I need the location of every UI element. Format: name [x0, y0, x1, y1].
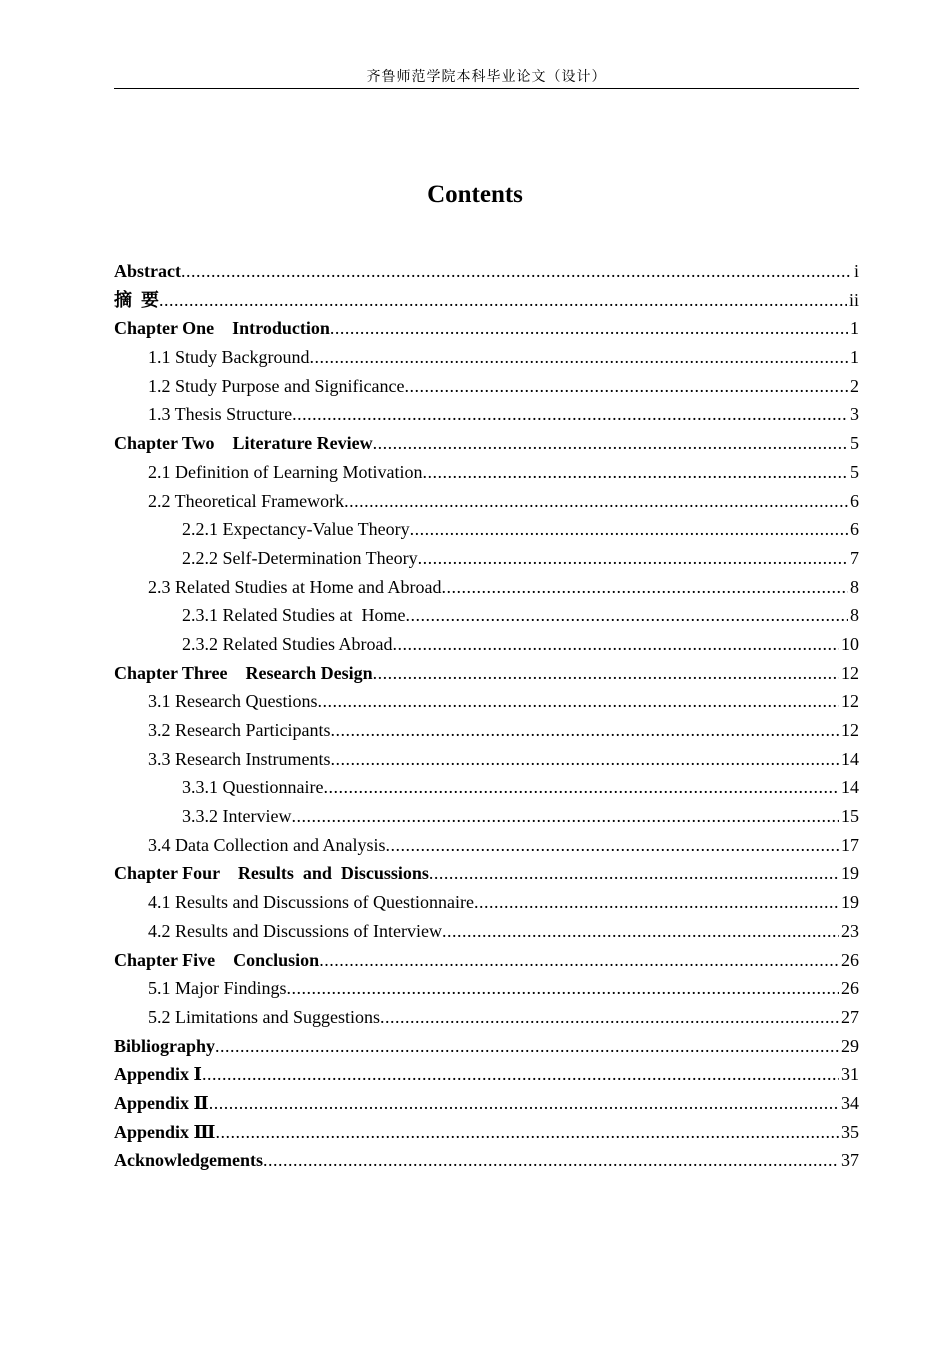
toc-entry-label: Bibliography: [114, 1035, 216, 1056]
toc-entry-page-number: 12: [841, 720, 859, 740]
toc-entry-label: 2.3.2 Related Studies Abroad: [182, 633, 393, 654]
toc-entry-page-number: 35: [841, 1121, 859, 1142]
toc-entry[interactable]: [114, 716, 859, 745]
toc-entry[interactable]: [114, 515, 859, 544]
toc-entry-label: 3.1 Research Questions: [148, 691, 318, 712]
toc-entry[interactable]: [114, 917, 859, 946]
toc-entry-label: 摘 要: [114, 289, 159, 310]
toc-entry-label: 2.3.1 Related Studies at Home: [182, 605, 406, 626]
toc-entry[interactable]: [114, 372, 859, 401]
toc-dot-leader: [319, 946, 839, 975]
toc-entry-page-number: 6: [850, 490, 859, 511]
toc-entry-page-number: 19: [841, 863, 859, 884]
toc-entry[interactable]: [114, 773, 859, 802]
toc-entry-page-number: 29: [841, 1035, 859, 1056]
toc-entry-label: 2.2 Theoretical Framework: [148, 490, 345, 511]
toc-entry[interactable]: [114, 1032, 859, 1061]
toc-entry[interactable]: [114, 573, 859, 602]
toc-entry-page-number: 3: [850, 404, 859, 425]
toc-dot-leader: [202, 1060, 839, 1089]
toc-dot-leader: [385, 831, 839, 860]
toc-dot-leader: [323, 773, 839, 802]
toc-entry-label: 5.2 Limitations and Suggestions: [148, 1006, 380, 1027]
toc-dot-leader: [373, 429, 848, 458]
toc-dot-leader: [263, 1146, 839, 1175]
toc-entry[interactable]: [114, 487, 859, 516]
toc-entry-label: 3.2 Research Participants: [148, 720, 331, 740]
toc-entry-page-number: 14: [841, 777, 859, 798]
toc-entry-page-number: 10: [841, 633, 859, 654]
toc-entry-page-number: 14: [841, 748, 859, 769]
toc-entry-label: Appendix Ⅰ: [114, 1064, 202, 1085]
page-title: Contents: [427, 181, 523, 208]
toc-entry-page-number: 2: [850, 375, 859, 396]
toc-entry[interactable]: [114, 314, 859, 343]
toc-dot-leader: [410, 515, 848, 544]
toc-entry[interactable]: [114, 343, 859, 372]
toc-entry[interactable]: [114, 946, 859, 975]
toc-entry-label: Chapter One Introduction: [114, 318, 330, 339]
toc-entry[interactable]: [114, 544, 859, 573]
toc-entry[interactable]: [114, 831, 859, 860]
toc-entry[interactable]: [114, 1089, 859, 1118]
toc-entry-label: Acknowledgements: [114, 1150, 263, 1171]
toc-entry-page-number: 12: [841, 662, 859, 683]
toc-entry-page-number: 1: [850, 318, 859, 339]
toc-entry-label: 2.3 Related Studies at Home and Abroad: [148, 576, 442, 597]
toc-entry-label: Chapter Three Research Design: [114, 662, 373, 683]
toc-dot-leader: [405, 601, 848, 630]
toc-entry-page-number: 34: [841, 1092, 859, 1113]
toc-entry[interactable]: [114, 601, 859, 630]
toc-dot-leader: [404, 372, 848, 401]
toc-dot-leader: [373, 659, 839, 688]
toc-entry-label: Appendix Ⅲ: [114, 1121, 216, 1142]
toc-dot-leader: [330, 716, 839, 745]
toc-entry-page-number: 19: [841, 892, 859, 913]
toc-entry-page-number: 26: [841, 949, 859, 970]
toc-entry-page-number: 17: [841, 834, 859, 855]
toc-entry-page-number: ii: [848, 289, 859, 310]
toc-dot-leader: [330, 745, 839, 774]
toc-entry-label: 3.3.2 Interview: [182, 806, 292, 827]
toc-entry[interactable]: [114, 745, 859, 774]
toc-entry-label: Abstract: [114, 261, 181, 281]
toc-entry-page-number: 12: [841, 691, 859, 712]
toc-dot-leader: [422, 458, 848, 487]
toc-dot-leader: [344, 487, 848, 516]
toc-entry-label: Appendix Ⅱ: [114, 1092, 209, 1113]
toc-dot-leader: [215, 1032, 839, 1061]
toc-entry[interactable]: [114, 1146, 859, 1175]
toc-dot-leader: [287, 974, 839, 1003]
toc-entry[interactable]: [114, 429, 859, 458]
toc-entry-page-number: 5: [850, 433, 859, 454]
toc-entry-page-number: 31: [841, 1064, 859, 1085]
toc-entry-label: 4.2 Results and Discussions of Interview: [148, 920, 442, 941]
toc-dot-leader: [474, 888, 839, 917]
toc-entry[interactable]: [114, 1118, 859, 1147]
toc-entry-page-number: 15: [841, 806, 859, 827]
toc-entry[interactable]: [114, 1003, 859, 1032]
toc-entry-label: Chapter Five Conclusion: [114, 949, 320, 970]
toc-dot-leader: [330, 314, 848, 343]
toc-entry[interactable]: [114, 630, 859, 659]
toc-dot-leader: [291, 802, 839, 831]
toc-entry-label: 5.1 Major Findings: [148, 978, 287, 999]
table-of-contents: [114, 257, 859, 1175]
toc-entry-page-number: 27: [841, 1006, 859, 1027]
toc-entry-page-number: 7: [850, 547, 859, 568]
toc-dot-leader: [215, 1118, 839, 1147]
toc-entry[interactable]: [114, 257, 859, 286]
toc-entry-label: 2.1 Definition of Learning Motivation: [148, 461, 423, 482]
toc-entry-page-number: 23: [841, 920, 859, 941]
toc-dot-leader: [442, 917, 839, 946]
toc-dot-leader: [159, 286, 847, 315]
toc-entry-page-number: 26: [841, 978, 859, 999]
toc-entry[interactable]: [114, 400, 859, 429]
toc-entry-label: Chapter Four Results and Discussions: [114, 863, 429, 884]
toc-dot-leader: [392, 630, 839, 659]
toc-dot-leader: [209, 1089, 839, 1118]
toc-dot-leader: [292, 400, 848, 429]
toc-entry-page-number: i: [853, 261, 859, 281]
toc-entry-label: 4.1 Results and Discussions of Questionnaire: [148, 892, 474, 913]
toc-entry-label: 2.2.2 Self-Determination Theory: [182, 547, 418, 568]
toc-dot-leader: [441, 573, 848, 602]
toc-entry-page-number: 37: [841, 1150, 859, 1171]
toc-entry[interactable]: [114, 802, 859, 831]
toc-dot-leader: [380, 1003, 839, 1032]
toc-entry-label: 3.3 Research Instruments: [148, 748, 331, 769]
toc-dot-leader: [429, 859, 839, 888]
toc-entry[interactable]: [114, 659, 859, 688]
toc-entry-page-number: 8: [850, 605, 859, 626]
toc-entry-label: 3.3.1 Questionnaire: [182, 777, 324, 798]
toc-dot-leader: [418, 544, 848, 573]
toc-entry-label: 1.3 Thesis Structure: [148, 404, 293, 425]
toc-entry-page-number: 8: [850, 576, 859, 597]
toc-dot-leader: [317, 687, 839, 716]
toc-entry-label: 1.1 Study Background: [148, 347, 310, 368]
toc-entry[interactable]: [114, 1060, 859, 1089]
toc-entry-label: 3.4 Data Collection and Analysis: [148, 834, 386, 855]
toc-entry-page-number: 6: [850, 519, 859, 540]
toc-entry[interactable]: [114, 458, 859, 487]
page-header: 齐鲁师范学院本科毕业论文（设计）: [114, 67, 859, 89]
toc-entry-label: Chapter Two Literature Review: [114, 433, 373, 454]
toc-entry[interactable]: [114, 859, 859, 888]
toc-dot-leader: [181, 257, 852, 286]
toc-entry[interactable]: [114, 687, 859, 716]
toc-dot-leader: [310, 343, 849, 372]
toc-entry[interactable]: [114, 974, 859, 1003]
toc-entry-label: 2.2.1 Expectancy-Value Theory: [182, 519, 410, 540]
toc-entry[interactable]: [114, 286, 859, 315]
toc-entry-page-number: 1: [850, 347, 859, 368]
toc-entry-page-number: 5: [850, 461, 859, 482]
toc-entry-label: 1.2 Study Purpose and Significance: [148, 375, 405, 396]
toc-entry[interactable]: [114, 888, 859, 917]
